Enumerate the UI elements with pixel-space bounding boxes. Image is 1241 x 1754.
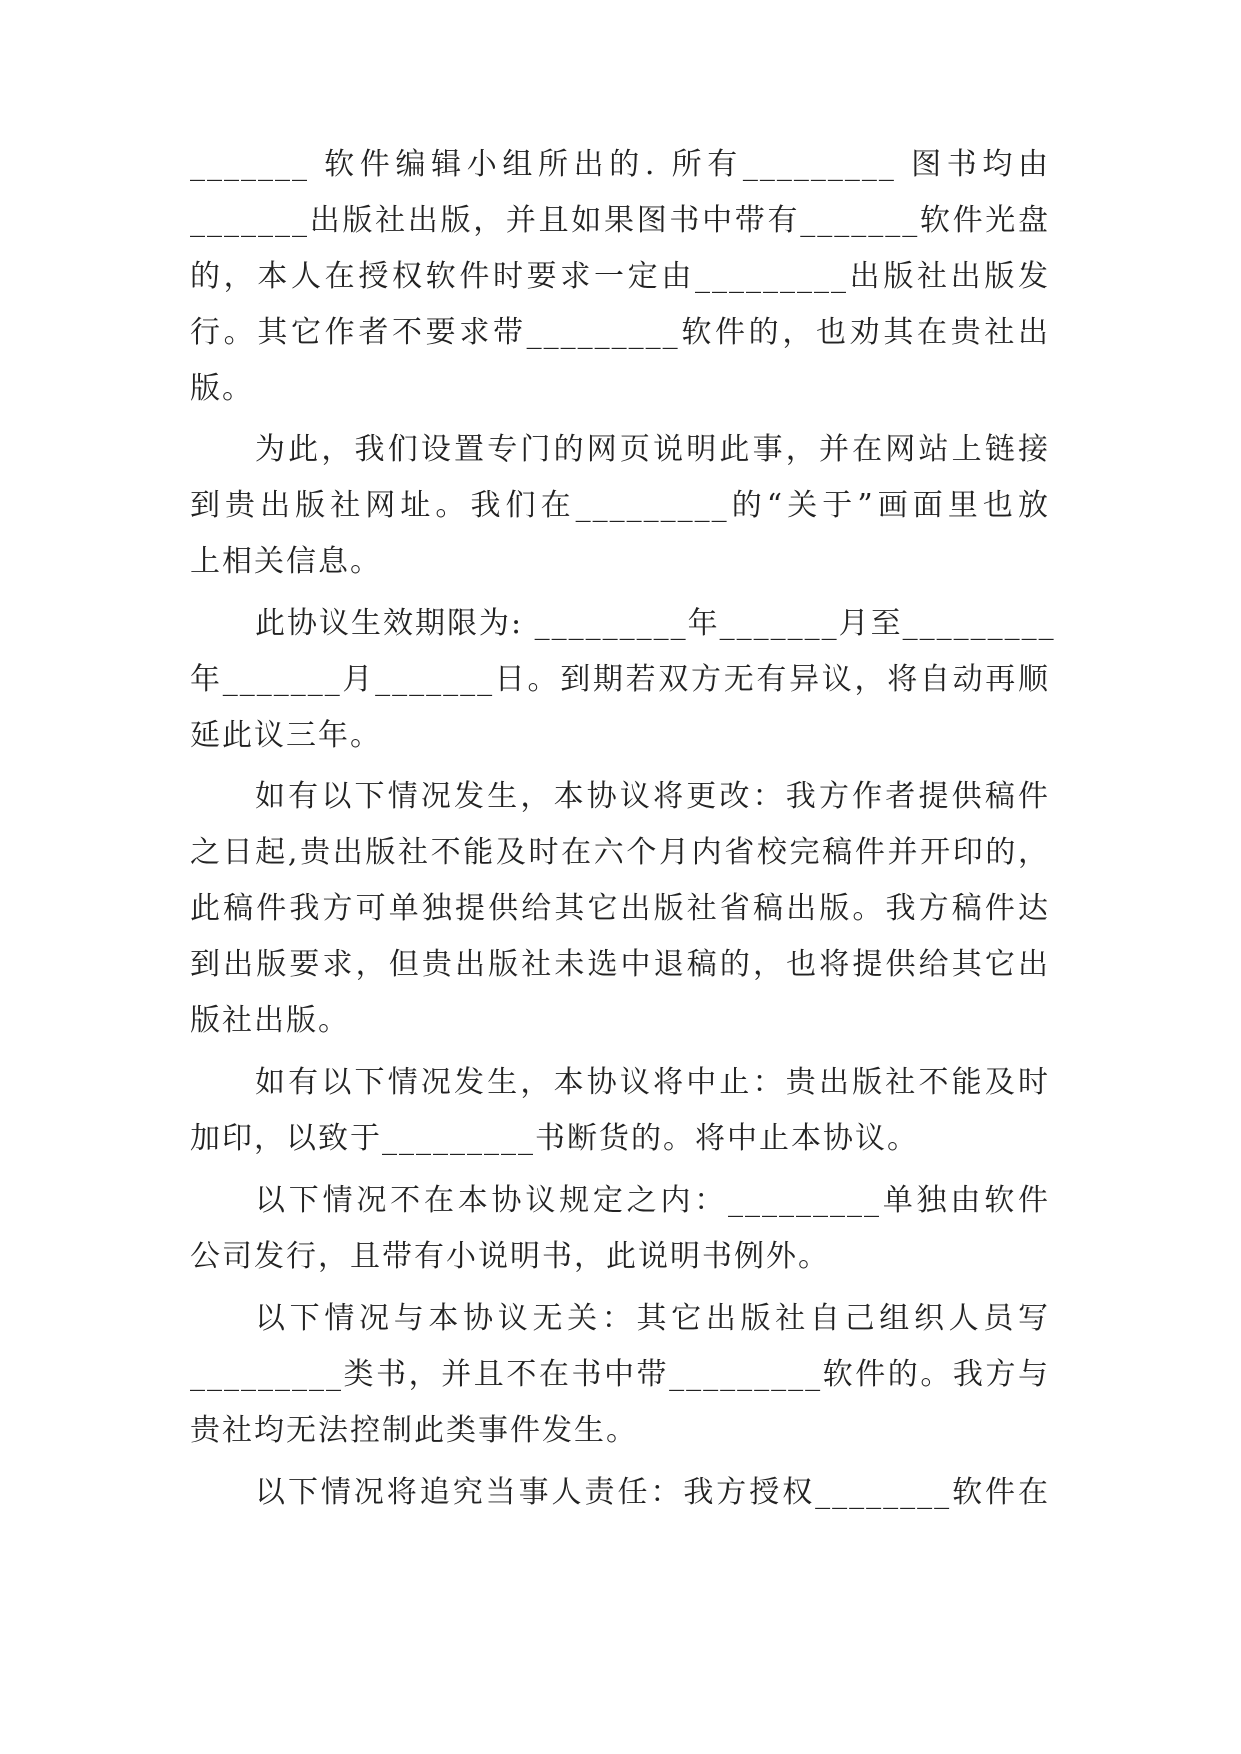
text-line: 加印，以致于_________书断货的。将中止本协议。 [190,1121,919,1156]
text-line: 版社出版。 [190,1003,350,1038]
paragraph-first-line: 以下情况不在本协议规定之内：_________单独由软件 [255,1183,1050,1218]
paragraph-first-line: 如有以下情况发生，本协议将中止：贵出版社不能及时 [255,1065,1050,1100]
text-line: 之日起,贵出版社不能及时在六个月内省校完稿件并开印的， [190,835,1050,870]
text-line: 贵社均无法控制此类事件发生。 [190,1413,638,1448]
text-line: 行。其它作者不要求带_________软件的，也劝其在贵社出 [190,315,1050,350]
text-line: 版。 [190,371,254,406]
text-line: 上相关信息。 [190,544,382,579]
paragraph-first-line: 如有以下情况发生，本协议将更改：我方作者提供稿件 [255,779,1050,814]
text-line: 到贵出版社网址。我们在_________的“关于”画面里也放 [190,488,1050,523]
text-line: _______出版社出版，并且如果图书中带有_______软件光盘 [190,203,1050,238]
paragraph-first-line: 为此，我们设置专门的网页说明此事，并在网站上链接 [255,432,1050,467]
text-line: _________类书，并且不在书中带_________软件的。我方与 [190,1357,1050,1392]
text-line: 公司发行，且带有小说明书，此说明书例外。 [190,1239,830,1274]
text-line: 的，本人在授权软件时要求一定由_________出版社出版发 [190,259,1050,294]
paragraph-first-line: 以下情况与本协议无关：其它出版社自己组织人员写 [255,1301,1050,1336]
text-line: 到出版要求，但贵出版社未选中退稿的，也将提供给其它出 [190,947,1050,982]
text-line: _______ 软件编辑小组所出的. 所有_________ 图书均由 [190,147,1050,182]
text-line: 此稿件我方可单独提供给其它出版社省稿出版。我方稿件达 [190,891,1050,926]
text-line: 年_______月_______日。到期若双方无有异议，将自动再顺 [190,662,1050,697]
paragraph-first-line: 此协议生效期限为: _________年_______月至_________ [255,606,1056,641]
text-line: 延此议三年。 [190,718,382,753]
paragraph-first-line: 以下情况将追究当事人责任：我方授权________软件在 [255,1475,1050,1510]
